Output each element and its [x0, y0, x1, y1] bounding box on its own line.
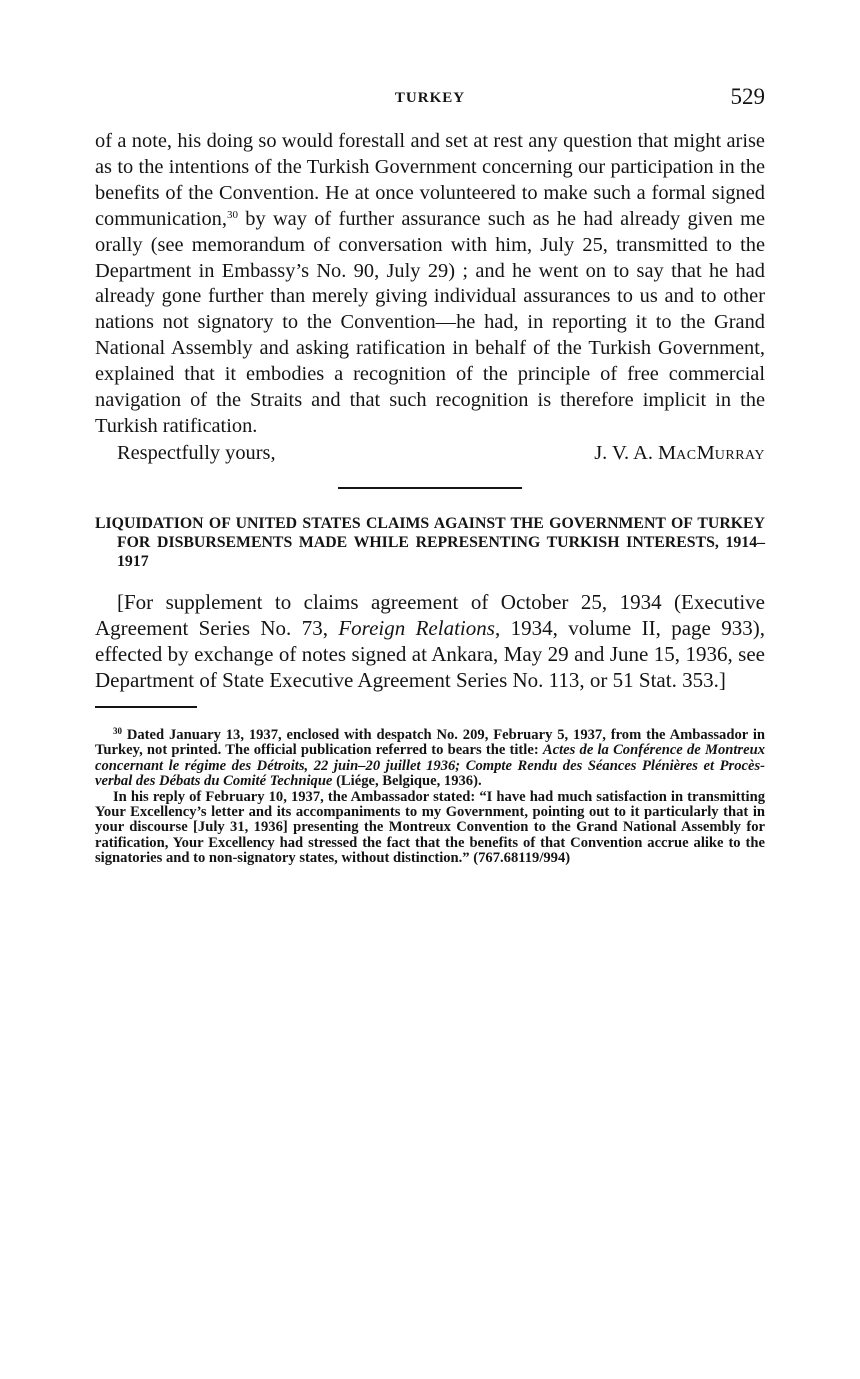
footnote-number: 30: [113, 725, 122, 736]
supplement-text-a: [For supplement to claims agreement of October 25, 1934 (Executive Agreement Series No. 73,: [95, 589, 765, 640]
page-content: [95, 84, 765, 867]
signature: [594, 440, 765, 469]
letter-text-part-1: of a note, his doing so would forestall and set at rest any question that might arise as to the intentions of the Turkish Government concerning our participation in the benefits of the Convention. He at once volunteered to make such a formal signed communication,: [95, 130, 765, 230]
signature-smallcaps-2: URRAY: [714, 447, 765, 463]
footnote-text-b: (Liége, Belgique, 1936).: [332, 773, 482, 790]
supplement-note: [95, 589, 765, 693]
footnote-30-continued: In his reply of February 10, 1937, the Ambassador stated: “I have had much satisfaction in transmitting Your Excellency’s letter and its accompaniments to my Government, pointing out to it particularly that in your discourse [July 31, 1936] presenting the Montreux Convention to the Grand National Assembly for ratification, Your Excellency had stressed the fact that the benefits of that Convention accrue alike to the signatories and to non-signatory states, without distinction.” (767.68119/994): [95, 788, 765, 867]
letter-text-part-2: by way of further assurance such as he had already given me orally (see memorandum of conversation with him, July 25, transmitted to the Department in Embassy’s No. 90, July 29) ; and he went on to say that he had already gone further than merely giving individual assurances to us and to other nations not signatory to the Convention—he had, in reporting it to the Grand National Assembly and asking ratification in behalf of the Turkish Government, explained that it embodies a recognition of the principle of free commercial navigation of the Straits and that such recognition is therefore implicit in the Turkish ratification.: [95, 207, 765, 437]
signature-initials: J. V. A. M: [594, 441, 677, 464]
page-header: [95, 84, 765, 118]
footnote-30: [95, 725, 765, 790]
footnote-divider: [95, 706, 197, 708]
signature-capital-m: M: [696, 441, 715, 464]
signature-smallcaps-1: AC: [676, 447, 697, 463]
letter-body: [95, 129, 765, 440]
footnote-reference[interactable]: 30: [226, 208, 238, 221]
salutation: Respectfully yours,: [117, 441, 276, 464]
section-divider: [338, 487, 522, 489]
supplement-text-b: , 1934, volume II, page 933), effected by exchange of notes signed at Ankara, May 29 and June 15, 1936, see Department of State Executive Agreement Series No. 113, or 51 Stat. 353.]: [95, 615, 765, 692]
footnote-italic-title: Actes de la Conférence de Montreux concernant le régime des Détroits, 22 juin–20 juillet 1936; Compte Rendu des Séances Plénières et Procès-verbal des Débats du Comité Technique: [95, 742, 765, 790]
section-heading: LIQUIDATION OF UNITED STATES CLAIMS AGAINST THE GOVERNMENT OF TURKEY FOR DISBURSEMENTS MADE WHILE REPRESENTING TURKISH INTERESTS, 1914–1917: [95, 514, 765, 570]
page-number: 529: [730, 84, 765, 109]
footnote-text-a: Dated January 13, 1937, enclosed with despatch No. 209, February 5, 1937, from the Ambassador in Turkey, not printed. The official publication referred to bears the title:: [95, 726, 765, 759]
supplement-italic-title: Foreign Relations: [338, 615, 495, 640]
running-head: TURKEY: [394, 90, 466, 106]
letter-closing: [95, 440, 765, 466]
